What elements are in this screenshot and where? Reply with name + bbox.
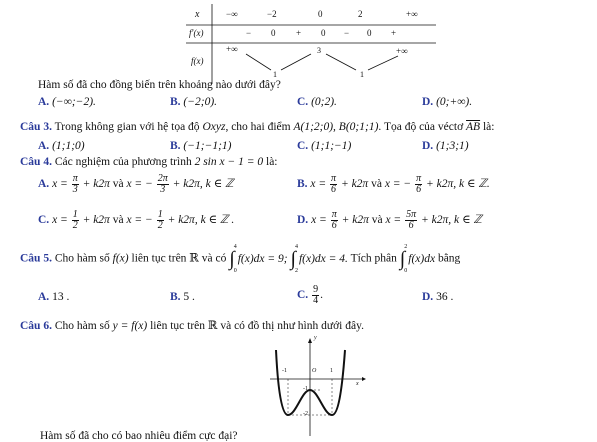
q3-option-a[interactable]: A. (1;1;0) [38, 140, 85, 152]
q2-option-a[interactable]: A. (−∞;−2). [38, 96, 96, 108]
graph-y-label: y [314, 335, 317, 341]
q2-option-d[interactable]: D. (0;+∞). [422, 96, 473, 108]
vt-sign: 0 [321, 28, 326, 38]
vt-f-label: f(x) [191, 56, 204, 66]
vt-sign: + [296, 28, 302, 38]
vt-x-value: −∞ [226, 9, 238, 19]
graph-y-tick: -2 [303, 411, 308, 417]
q4-option-c[interactable]: C. x = $\frac{1}{2}$ + k2π và x = − $\frac{1}{2}$ + k2π, k ∈ ℤ . [38, 209, 235, 231]
variation-table [186, 4, 436, 84]
q4-option-b[interactable]: B. x = $\frac{\pi}{6}$ + k2π và x = − $\frac{\pi}{6}$ + k2π, k ∈ ℤ. [297, 173, 490, 195]
q3-label: Câu 3. [20, 121, 52, 133]
q2-question: Hàm số đã cho đồng biến trên khoảng nào dưới đây? [38, 79, 281, 91]
q5-integral-1: ∫ 4 0 f(x)dx = 9; [229, 244, 288, 274]
vt-fprime-label: f′(x) [189, 28, 204, 38]
y-axis-arrow-icon [308, 338, 312, 343]
vt-f-value: 1 [360, 70, 364, 79]
q5-option-a[interactable]: A. 13 . [38, 291, 70, 303]
q4-option-a[interactable]: A. x = $\frac{\pi}{3}$ + k2π và x = − $\frac{2\pi}{3}$ + k2π, k ∈ ℤ [38, 173, 234, 195]
q6-question: Câu 6. Cho hàm số y = f(x) liên tục trên ℝ và có đồ thị như hình dưới đây. [20, 320, 364, 332]
q2-option-b[interactable]: B. (−2;0). [170, 96, 218, 108]
vt-f-value: 3 [317, 46, 321, 55]
q5-integral-3: ∫ 2 0 f(x)dx [399, 244, 436, 274]
q6-bottom-question: Hàm số đã cho có bao nhiêu điểm cực đại? [40, 430, 238, 442]
vt-sign: − [246, 28, 252, 38]
q4-label: Câu 4. [20, 156, 52, 168]
q3-option-d[interactable]: D. (1;3;1) [422, 140, 469, 152]
function-graph [268, 332, 368, 438]
vt-sign: 0 [367, 28, 372, 38]
q4-option-d[interactable]: D. x = $\frac{\pi}{6}$ + k2π và x = $\frac{5\pi}{6}$ + k2π, k ∈ ℤ [297, 209, 482, 231]
vt-x-value: 0 [318, 9, 323, 19]
vt-x-label: x [195, 9, 200, 20]
graph-x-label: x [356, 381, 359, 387]
vt-x-value: +∞ [406, 9, 418, 19]
vt-f-value: +∞ [226, 44, 238, 54]
q5-integral-2: ∫ 4 2 f(x)dx = 4. [290, 244, 348, 274]
graph-x-tick: 1 [330, 368, 333, 374]
function-curve [276, 350, 345, 415]
vt-sign: − [344, 28, 350, 38]
q4-question: Câu 4. Các nghiệm của phương trình 2 sin x − 1 = 0 là: [20, 156, 278, 168]
q2-option-c[interactable]: C. (0;2). [297, 96, 337, 108]
q5-option-c[interactable]: C. $\frac{9}{4}$ . [297, 284, 323, 306]
q5-label: Câu 5. [20, 252, 52, 265]
q6-label: Câu 6. [20, 320, 52, 332]
x-axis-arrow-icon [362, 377, 366, 381]
q5-question: Câu 5. Cho hàm số f(x) liên tục trên ℝ và có ∫ 4 0 f(x)dx = 9; ∫ 4 2 f(x)dx = 4. Tích phân ∫ 2 0 f(x)dx bằng [20, 244, 461, 274]
vt-f-value: 1 [273, 70, 277, 79]
graph-y-tick: -1 [303, 386, 308, 392]
vt-x-value: −2 [267, 9, 277, 19]
vt-sign: 0 [271, 28, 276, 38]
graph-x-tick: -1 [282, 368, 287, 374]
vt-x-value: 2 [358, 9, 363, 19]
vt-sign: + [391, 28, 397, 38]
q3-option-c[interactable]: C. (1;1;−1) [297, 140, 352, 152]
graph-origin: O [312, 368, 317, 374]
variation-table-svg [186, 4, 436, 84]
q3-option-b[interactable]: B. (−1;−1;1) [170, 140, 232, 152]
q5-option-b[interactable]: B. 5 . [170, 291, 195, 303]
vt-f-value: +∞ [396, 46, 408, 56]
function-graph-svg [268, 332, 368, 438]
q5-option-d[interactable]: D. 36 . [422, 291, 454, 303]
q3-question: Câu 3. Trong không gian với hệ tọa độ Oxyz, cho hai điểm A(1;2;0), B(0;1;1). Tọa độ của véctơ $\overline{AB}$ là: [20, 121, 495, 133]
